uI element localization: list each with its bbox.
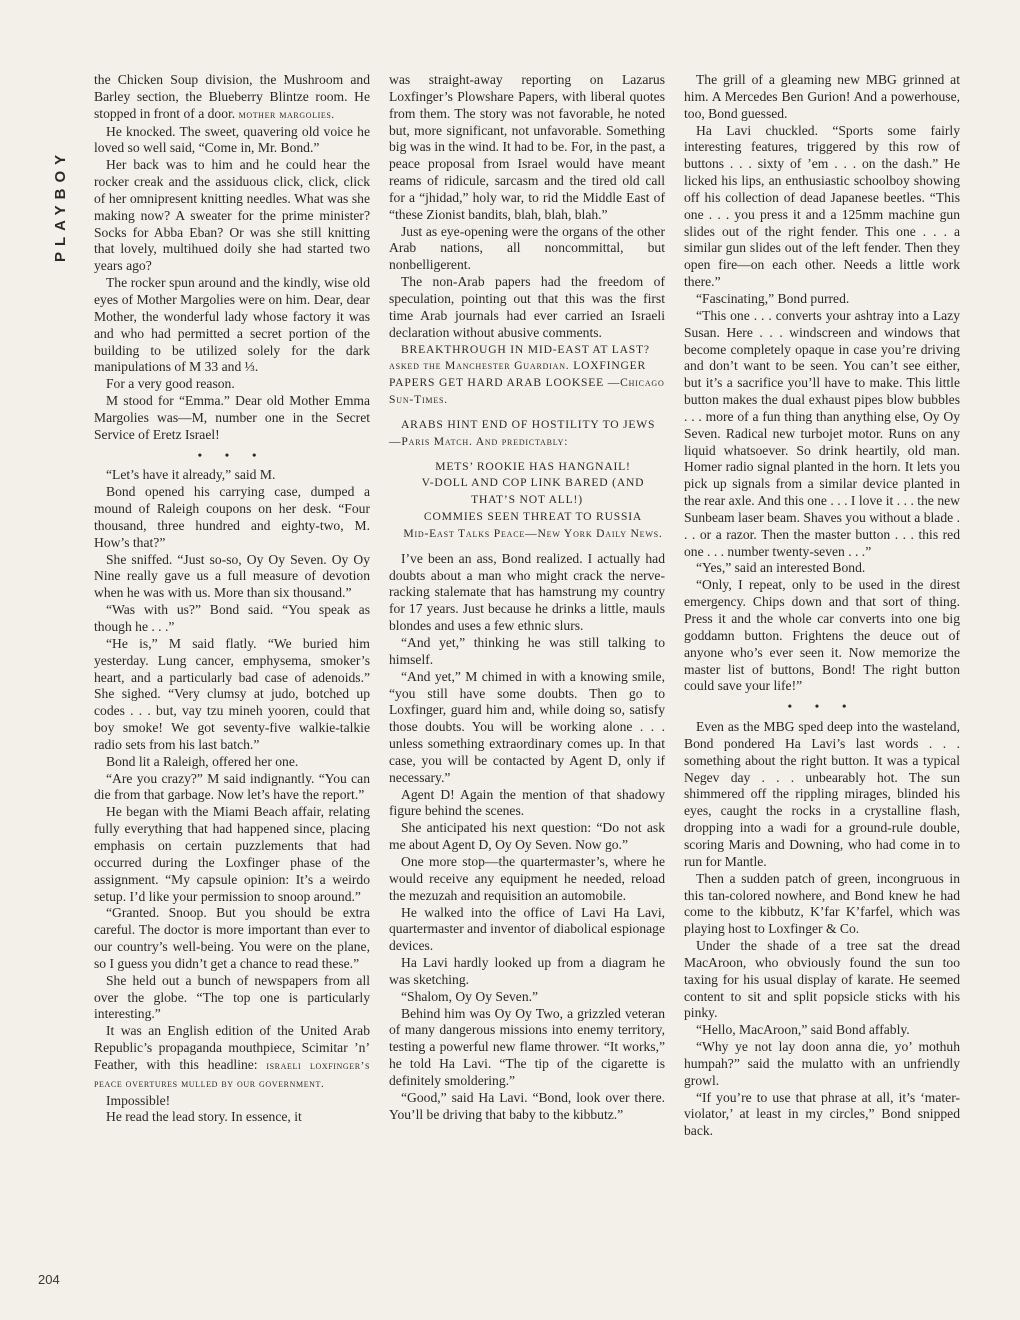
paragraph-text: Ha Lavi chuckled. “Sports some fairly interesting features, triggered by this row of buttons . . . sixty of ’em . . . on the dash.” He licked his lips, an enthusiastic schoolboy showing off his collection of dead Japanese beetles. “This one . . . you press it and a 125mm machine gun slides out of the right fender. This one . . . a similar gun slides out of the left fender. Then they open fire—on each other. Needs a little work there.” — [684, 122, 960, 290]
article-paragraph — [684, 719, 960, 871]
article-paragraph — [684, 560, 960, 577]
paragraph-text: For a very good reason. — [106, 376, 235, 392]
paragraph-text: The rocker spun around and the kindly, wise old eyes of Mother Margolies were on him. Dear, dear Mother, the wonderful lady whose factory it was and who had permitted a secret portion of the building to be utilized solely for the dark manipulations of M 33 and ⅓. — [94, 275, 370, 375]
article-paragraph — [684, 1039, 960, 1090]
paragraph-text: “Only, I repeat, only to be used in the direst emergency. Chips down and that sort of thing. Press it and the whole car converts into one big goddamn button. Frightens the deuce out of anyone who’s ever seen it. Now memorize the master list of buttons, Bond! The right button could save your life!” — [684, 577, 960, 694]
article-paragraph — [684, 291, 960, 308]
article-paragraph — [684, 1090, 960, 1141]
paragraph-text: “Are you crazy?” M said indignantly. “You can die from that garbage. Now let’s have the report.” — [94, 770, 370, 803]
newspaper-headline — [389, 417, 665, 451]
paragraph-text: Under the shade of a tree sat the dread MacAroon, who obviously found the sun too taxing for his usual display of karate. He seemed content to sit and split popsicle sticks with his pinky. — [684, 938, 960, 1021]
article-paragraph — [389, 1090, 665, 1124]
paragraph-text: Mid-East Talks Peace—New York Daily News. — [403, 526, 663, 540]
paragraph-text: “This one . . . converts your ashtray into a Lazy Susan. Here . . . windscreen and windows that become completely opaque in case you’re driving and don’t want to be seen. You can’t see either, but it’s a sacrifice you’ll have to make. This little button makes the dual exhaust pipes blow bubbles . . . more of a fun thing than anything else, Oy Oy Seven. Radical new turbojet motor. Runs on any liquid whatsoever. So drink heartily, old man. Homer radio signal planted in the horn. It lets you pick up signals from a similar device planted in the rear axle. And this one . . . I love it . . . the new Sunbeam laser beam. Shaves you without a blade . . . or a razor. Then the master button . . . this red one . . . number twenty-seven . . .” — [684, 307, 960, 559]
article-paragraph — [94, 157, 370, 275]
article-paragraph — [94, 1093, 370, 1110]
article-paragraph — [684, 577, 960, 695]
article-paragraph — [94, 754, 370, 771]
paragraph-text: METS’ ROOKIE HAS HANGNAIL! — [435, 459, 631, 473]
newspaper-headline — [389, 526, 665, 543]
article-paragraph — [389, 854, 665, 905]
paragraph-text: Ha Lavi hardly looked up from a diagram he was sketching. — [389, 955, 665, 987]
article-paragraph — [684, 72, 960, 123]
column-spacer — [389, 409, 665, 417]
small-caps-text: mother margolies. — [238, 108, 335, 121]
paragraph-text: I’ve been an ass, Bond realized. I actually had doubts about a man who might crack the nerve-racking stalemate that has hamstrung my country for 17 years. Just because he drinks a little, mauls blondes and uses a few ethnic slurs. — [389, 550, 665, 634]
article-paragraph — [389, 787, 665, 821]
paragraph-text: She anticipated his next question: “Do not ask me about Agent D, Oy Oy Seven. Now go.” — [389, 820, 665, 853]
paragraph-text: Impossible! — [106, 1092, 171, 1108]
article-paragraph — [389, 905, 665, 956]
paragraph-text: Behind him was Oy Oy Two, a grizzled veteran of many dangerous missions into enemy territory, testing a powerful new flame thrower. “It works,” he told Ha Lavi. “The tip of the cigarette is definitely smoldering.” — [389, 1005, 665, 1088]
paragraph-text: He read the lead story. In essence, it — [106, 1109, 302, 1125]
paragraph-text: Her back was to him and he could hear the rocker creak and the assiduous click, click, click of her omnipresent knitting needles. What was she making now? A sweater for the prime minister? Socks for Abba Eban? Or was she still knitting that lovely, multihued doily she had started two years ago? — [94, 157, 370, 274]
newspaper-headline — [389, 459, 665, 476]
article-paragraph — [94, 275, 370, 376]
magazine-side-label: PLAYBOY — [52, 148, 69, 262]
newspaper-headline — [389, 342, 665, 409]
newspaper-headline — [389, 475, 665, 509]
paragraph-text: The grill of a gleaming new MBG grinned at him. A Mercedes Ben Gurion! And a powerhouse, too, Bond guessed. — [684, 72, 960, 121]
paragraph-text: “Fascinating,” Bond purred. — [696, 290, 850, 306]
paragraph-text: “And yet,” M chimed in with a knowing smile, “you still have some doubts. Then go to Loxfinger, guard him and, while doing so, satisfy those doubts. You will be working alone . . . unless something extraordinary comes up. In that case, you will be contacted by Agent D, only if necessary.” — [389, 668, 665, 785]
paragraph-text: M stood for “Emma.” Dear old Mother Emma Margolies was—M, number one in the Secret Service of Eretz Israel! — [94, 393, 370, 442]
article-paragraph — [94, 1023, 370, 1092]
article-paragraph — [389, 820, 665, 854]
text-column-2 — [389, 72, 665, 1123]
paragraph-text: “Was with us?” Bond said. “You speak as though he . . .” — [94, 602, 370, 634]
paragraph-text: the Chicken Soup division, the Mushroom and Barley section, the Blueberry Blintze room. He stopped in front of a door. — [94, 72, 370, 121]
section-break — [94, 447, 370, 464]
article-paragraph — [684, 938, 960, 1022]
paragraph-text: V-DOLL AND COP LINK BARED (AND THAT’S NOT ALL!) — [421, 476, 645, 507]
paragraph-text: She sniffed. “Just so-so, Oy Oy Seven. Oy Oy Nine really gave us a full measure of devotion when he was with us. More than six thousand.” — [94, 551, 370, 601]
paragraph-text: “Yes,” said an interested Bond. — [696, 560, 866, 576]
article-paragraph — [389, 989, 665, 1006]
text-column-1 — [94, 72, 370, 1126]
article-paragraph — [389, 1006, 665, 1090]
paragraph-text: Then a sudden patch of green, incongruous in this tan-colored nowhere, and Bond knew he had come to the kibbutz, K’far K’farfel, which was playing host to Loxfinger & Co. — [684, 870, 960, 937]
paragraph-text: “Granted. Snoop. But you should be extra careful. The doctor is more important than ever to our country’s well-being. You were on the plane, so I guess you didn’t get a chance to read these.” — [94, 905, 370, 971]
paragraph-text: “Why ye not lay doon anna die, yo’ mothuh humpah?” said the mulatto with an unfriendly growl. — [684, 1039, 960, 1088]
paragraph-text: BREAKTHROUGH IN MID-EAST AT LAST? asked the Manchester Guardian. LOXFINGER PAPERS GET HARD ARAB LOOKSEE —Chicago Sun-Times. — [389, 342, 665, 407]
paragraph-text: • • • — [197, 447, 267, 462]
paragraph-text: Even as the MBG sped deep into the wasteland, Bond pondered Ha Lavi’s last words . . . something about the right button. It was a typical Negev day . . . unbearably hot. The sun shimmered off the rippling mirages, blinded his eyes, caught the rocks in a crystalline flash, dropping into a wadi for a ground-rule double, scoring Maris and Downing, who had come in to run for Mantle. — [684, 719, 960, 869]
paragraph-text: It was an English edition of the United Arab Republic’s propaganda mouthpiece, Scimitar ’n’ Feather, with this headline: — [94, 1023, 370, 1072]
article-paragraph — [94, 771, 370, 805]
article-paragraph — [389, 551, 665, 635]
column-spacer — [389, 543, 665, 551]
paragraph-text: Agent D! Again the mention of that shadowy figure behind the scenes. — [389, 786, 665, 819]
paragraph-text: “Let’s have it already,” said M. — [106, 467, 276, 483]
article-paragraph — [684, 871, 960, 938]
article-paragraph — [684, 308, 960, 561]
article-paragraph — [389, 669, 665, 787]
article-paragraph — [389, 72, 665, 224]
article-paragraph — [389, 635, 665, 669]
article-paragraph — [94, 1109, 370, 1126]
paragraph-text: Bond opened his carrying case, dumped a mound of Raleigh coupons on her desk. “Four thousand, three hundred and eighty-two, M. How’s that?” — [94, 484, 370, 550]
paragraph-text: was straight-away reporting on Lazarus Loxfinger’s Plowshare Papers, with liberal quotes from them. The story was not favorable, he noted but, more significant, not unfavorable. Something big was in the wind. It had to be. For, in the past, a peace proposal from Israel would have meant reams of ridicule, sarcasm and the tired old call for a “jhidad,” holy war, to rid the Middle East of “these Zionist bandits, blah, blah, blah.” — [389, 72, 665, 222]
paragraph-text: “He is,” M said flatly. “We buried him yesterday. Lung cancer, emphysema, smoker’s heart, and a particularly bad case of adenoids.” She sighed. “Very clumsy at judo, botched up codes . . . but, vay tzu mineh yooren, could that boy smoke! We got seventy-five walkie-talkie radio sets from his last batch.” — [94, 635, 370, 752]
article-paragraph — [94, 905, 370, 972]
article-paragraph — [94, 973, 370, 1024]
article-paragraph — [94, 72, 370, 124]
article-paragraph — [94, 393, 370, 444]
text-column-3 — [684, 72, 960, 1140]
article-paragraph — [94, 467, 370, 484]
article-paragraph — [94, 602, 370, 636]
article-paragraph — [684, 1022, 960, 1039]
article-paragraph — [94, 552, 370, 603]
paragraph-text: • • • — [787, 699, 857, 714]
small-caps-text: israeli loxfinger’s peace overtures mulled by our government. — [94, 1059, 370, 1090]
paragraph-text: “Shalom, Oy Oy Seven.” — [401, 988, 539, 1004]
paragraph-text: Bond lit a Raleigh, offered her one. — [106, 753, 299, 769]
article-paragraph — [389, 274, 665, 341]
paragraph-text: The non-Arab papers had the freedom of speculation, pointing out that this was the first time Arab journals had ever carried an Israeli declaration without abusive comments. — [389, 274, 665, 340]
article-paragraph — [94, 124, 370, 158]
article-paragraph — [94, 484, 370, 551]
paragraph-text: ARABS HINT END OF HOSTILITY TO JEWS —Paris Match. And predictably: — [389, 417, 656, 448]
paragraph-text: COMMIES SEEN THREAT TO RUSSIA — [423, 510, 643, 524]
paragraph-text: He walked into the office of Lavi Ha Lavi, quartermaster and inventor of diabolical espionage devices. — [389, 904, 665, 954]
article-paragraph — [94, 376, 370, 393]
paragraph-text: “If you’re to use that phrase at all, it’s ‘mater-violator,’ at least in my circles,” Bond snipped back. — [684, 1089, 960, 1139]
article-paragraph — [389, 955, 665, 989]
column-spacer — [389, 451, 665, 459]
article-paragraph — [684, 123, 960, 291]
paragraph-text: She held out a bunch of newspapers from all over the globe. “The top one is particularly interesting.” — [94, 972, 370, 1022]
article-paragraph — [94, 636, 370, 754]
article-paragraph — [94, 804, 370, 905]
article-paragraph — [389, 224, 665, 275]
page-number: 204 — [38, 1272, 60, 1287]
paragraph-text: “Hello, MacAroon,” said Bond affably. — [696, 1022, 910, 1038]
paragraph-text: “And yet,” thinking he was still talking to himself. — [389, 635, 665, 667]
paragraph-text: One more stop—the quartermaster’s, where he would receive any equipment he needed, reload the mezuzah and requisition an automobile. — [389, 853, 665, 903]
paragraph-text: He knocked. The sweet, quavering old voice he loved so well said, “Come in, Mr. Bond.” — [94, 123, 370, 156]
newspaper-headline — [389, 509, 665, 526]
paragraph-text: He began with the Miami Beach affair, relating fully everything that had happened since, placing emphasis on certain puzzlements that had occurred during the Loxfinger phase of the assignment. “My capsule opinion: It’s a weirdo setup. I’d like your permission to snoop around.” — [94, 804, 370, 904]
paragraph-text: Just as eye-opening were the organs of the other Arab nations, all noncommittal, but nonbelligerent. — [389, 223, 665, 273]
paragraph-text: “Good,” said Ha Lavi. “Bond, look over there. You’ll be driving that baby to the kibbutz.” — [389, 1089, 665, 1122]
section-break — [684, 698, 960, 715]
